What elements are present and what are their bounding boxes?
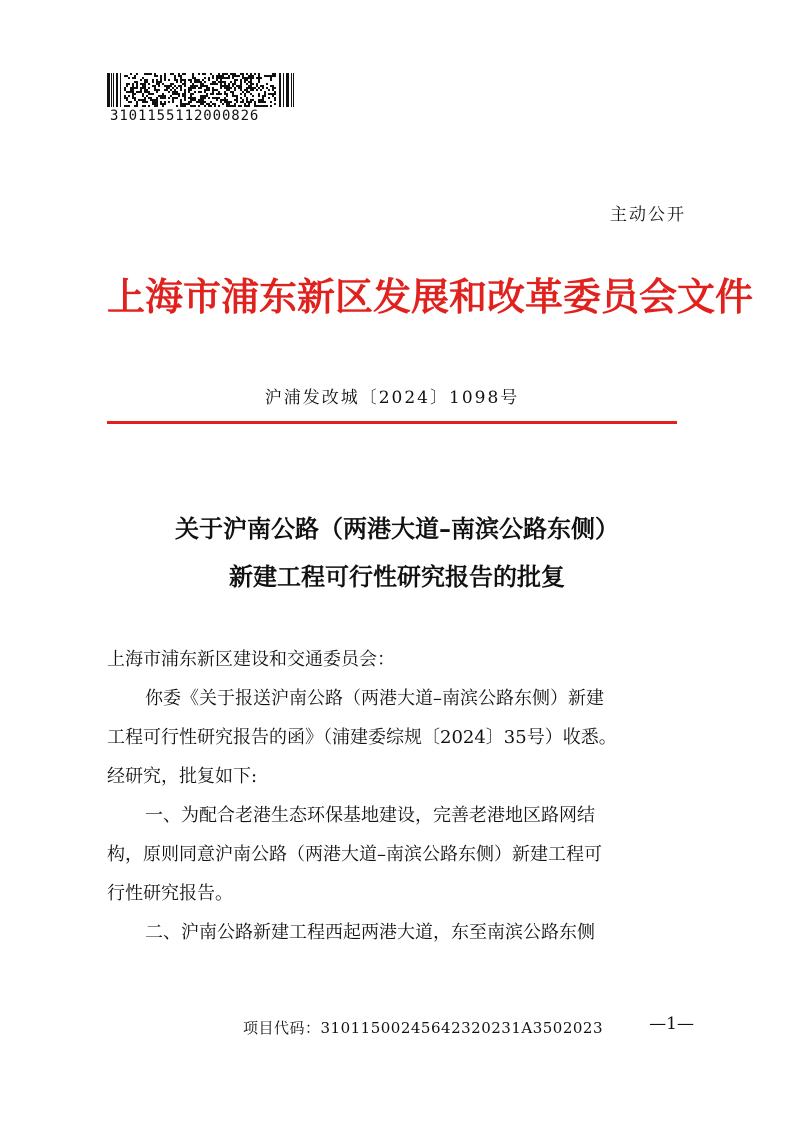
subject-line: 关于沪南公路（两港大道–南滨公路东侧） xyxy=(175,514,619,543)
subject-line: 新建工程可行性研究报告的批复 xyxy=(229,562,565,591)
document-body xyxy=(107,640,687,952)
red-divider-line xyxy=(107,421,677,424)
barcode-number: 3101155112000826 xyxy=(110,108,260,124)
page-number: —1— xyxy=(649,1014,694,1034)
body-line: 二、沪南公路新建工程西起两港大道，东至南滨公路东侧 xyxy=(145,922,595,943)
body-line: 行性研究报告。 xyxy=(107,883,233,904)
body-line: 一、为配合老港生态环保基地建设，完善老港地区路网结 xyxy=(145,805,595,826)
document-subject xyxy=(107,505,687,601)
body-line: 构，原则同意沪南公路（两港大道–南滨公路东侧）新建工程可 xyxy=(107,844,602,865)
body-line: 工程可行性研究报告的函》（浦建委综规〔2024〕35号）收悉。 xyxy=(107,727,617,748)
document-number: 沪浦发改城〔2024〕1098号 xyxy=(264,388,520,408)
body-line: 经研究，批复如下: xyxy=(107,766,258,787)
agency-title: 上海市浦东新区发展和改革委员会文件 xyxy=(107,274,754,319)
barcode xyxy=(107,73,294,107)
disclosure-label: 主动公开 xyxy=(610,205,686,225)
addressee: 上海市浦东新区建设和交通委员会： xyxy=(107,649,395,670)
body-line: 你委《关于报送沪南公路（两港大道–南滨公路东侧）新建 xyxy=(145,688,604,709)
project-code: 项目代码：31011500245642320231A3502023 xyxy=(243,1019,604,1037)
